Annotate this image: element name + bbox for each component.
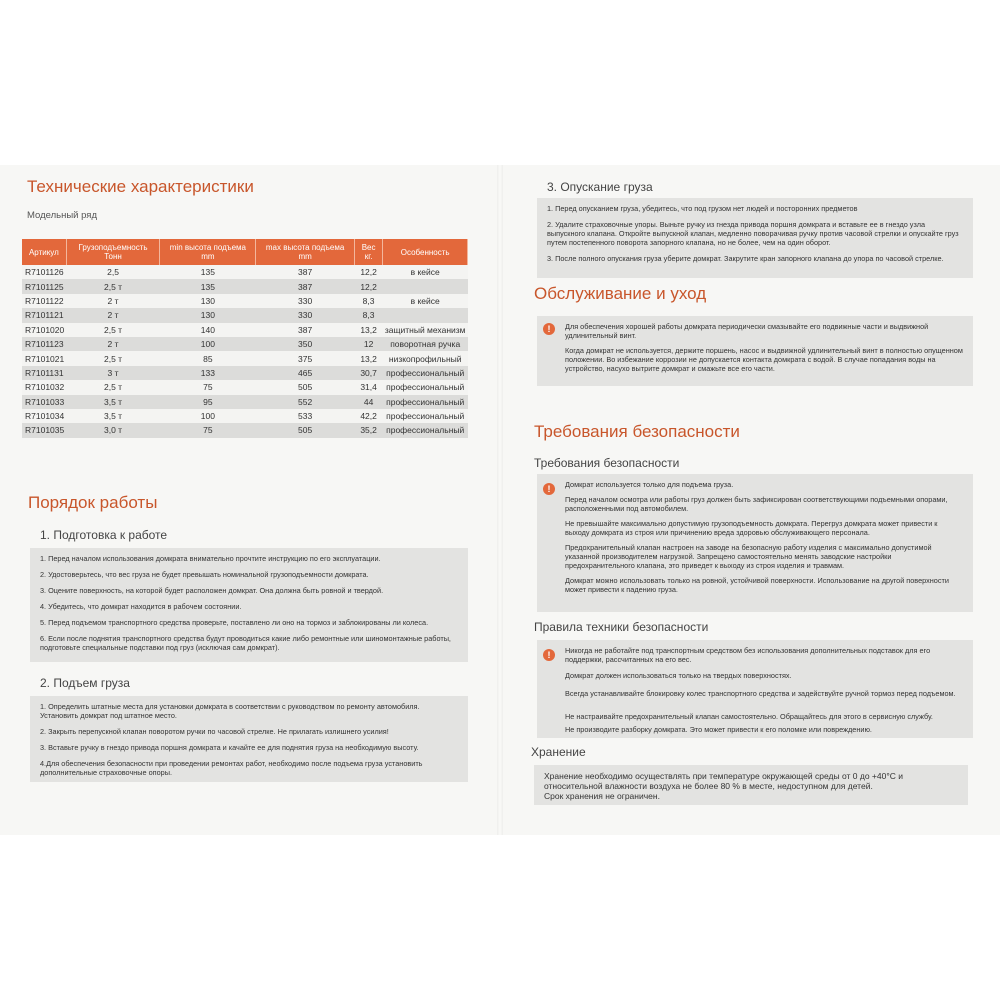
table-cell: 140 <box>160 323 256 337</box>
table-cell: 2 т <box>66 308 160 322</box>
table-cell: 8,3 <box>354 308 383 322</box>
maintenance-box <box>537 316 973 386</box>
table-cell: R7101122 <box>22 294 66 308</box>
table-cell: 95 <box>160 395 256 409</box>
table-header-cell: Грузоподъемность Тонн <box>66 239 160 265</box>
prep-item: 2. Удостоверьтесь, что вес груза не будет превышать номинальной грузоподъемности домкрата. <box>40 570 369 579</box>
table-header-cell: Артикул <box>22 239 66 265</box>
table-cell: R7101123 <box>22 337 66 351</box>
page-fold <box>497 165 503 835</box>
maint-item: Когда домкрат не используется, держите поршень, насос и выдвижной удлинительный винт в полностью опущенном положении. Во избежание коррозии не допускается контакта домкрата с водой. В случае попадания воды на устройство, насухо вытрите домкрат и смажьте все его части. <box>565 346 963 373</box>
safety-box <box>537 474 973 612</box>
table-row <box>22 423 468 437</box>
table-cell: R7101125 <box>22 279 66 293</box>
table-row <box>22 409 468 423</box>
table-cell: в кейсе <box>383 294 468 308</box>
maintenance-title: Обслуживание и уход <box>534 284 707 303</box>
warning-icon: ! <box>543 323 555 335</box>
table-cell: 552 <box>256 395 354 409</box>
rule-item: Не производите разборку домкрата. Это может привести к его поломке или повреждению. <box>565 725 872 734</box>
table-cell: 2 т <box>66 294 160 308</box>
rule-item: Не настраивайте предохранительный клапан самостоятельно. Обращайтесь для этого в сервисную службу. <box>565 712 933 721</box>
table-cell: 3,0 т <box>66 423 160 437</box>
table-cell: 13,2 <box>354 323 383 337</box>
table-cell: R7101121 <box>22 308 66 322</box>
maint-item: Для обеспечения хорошей работы домкрата периодически смазывайте его подвижные части и выдвижной удлинительный винт. <box>565 322 929 340</box>
table-cell: 350 <box>256 337 354 351</box>
table-cell: 2,5 т <box>66 323 160 337</box>
table-cell: R7101131 <box>22 366 66 380</box>
table-cell: 533 <box>256 409 354 423</box>
prep-item: 1. Перед началом использования домкрата внимательно прочтите инструкцию по его эксплуатации. <box>40 554 381 563</box>
table-cell: в кейсе <box>383 265 468 279</box>
table-cell: 505 <box>256 423 354 437</box>
prep-item: 6. Если после поднятия транспортного средства будут проводиться какие либо ремонтные или шиномонтажные работы, подготовьте специальные подставки под груз (исключая сам домкрат). <box>40 634 451 652</box>
table-row <box>22 380 468 394</box>
warning-icon: ! <box>543 649 555 661</box>
specs-table <box>22 239 468 438</box>
safety-item: Перед началом осмотра или работы груз должен быть зафиксирован соответствующими подъемными опорами, расположенными под автомобилем. <box>565 495 948 513</box>
table-cell: 2,5 т <box>66 380 160 394</box>
model-range-label: Модельный ряд <box>27 210 97 221</box>
lift-item: 4.Для обеспечения безопасности при проведении ремонтах работ, необходимо после подъема груза установить дополнительные страховочные опоры. <box>40 759 423 777</box>
table-cell: 100 <box>160 337 256 351</box>
table-cell: 330 <box>256 308 354 322</box>
table-cell: 465 <box>256 366 354 380</box>
table-cell: 13,2 <box>354 351 383 365</box>
table-cell: 42,2 <box>354 409 383 423</box>
safety-title: Требования безопасности <box>534 422 740 441</box>
table-cell: 12 <box>354 337 383 351</box>
preparation-title: 1. Подготовка к работе <box>40 528 168 542</box>
specs-table-body <box>22 265 468 438</box>
table-cell: R7101032 <box>22 380 66 394</box>
table-cell: 3,5 т <box>66 395 160 409</box>
storage-box <box>534 765 968 805</box>
safety-item: Домкрат используется только для подъема груза. <box>565 480 734 489</box>
table-cell: низкопрофильный <box>383 351 468 365</box>
table-cell: 330 <box>256 294 354 308</box>
table-cell: профессиональный <box>383 395 468 409</box>
table-cell: 3 т <box>66 366 160 380</box>
table-cell: 12,2 <box>354 279 383 293</box>
prep-item: 5. Перед подъемом транспортного средства проверьте, поставлено ли оно на тормоз и заблокированы ли колеса. <box>40 618 429 627</box>
table-cell: 75 <box>160 380 256 394</box>
table-cell: 135 <box>160 265 256 279</box>
rule-item: Домкрат должен использоваться только на твердых поверхностях. <box>565 671 792 680</box>
table-row <box>22 265 468 279</box>
lifting-box <box>30 696 468 782</box>
table-cell: R7101126 <box>22 265 66 279</box>
prep-item: 4. Убедитесь, что домкрат находится в рабочем состоянии. <box>40 602 242 611</box>
table-row <box>22 395 468 409</box>
table-header-cell: min высота подъема mm <box>160 239 256 265</box>
prep-item: 3. Оцените поверхность, на которой будет расположен домкрат. Она должна быть ровной и твердой. <box>40 586 384 595</box>
rule-item: Всегда устанавливайте блокировку колес транспортного средства и задействуйте ручной тормоз перед подъемом. <box>565 689 956 698</box>
lowering-title: 3. Опускание груза <box>547 180 653 194</box>
table-cell: защитный механизм <box>383 323 468 337</box>
table-cell: 31,4 <box>354 380 383 394</box>
table-cell: 3,5 т <box>66 409 160 423</box>
safety-rules-title: Правила техники безопасности <box>534 620 709 634</box>
table-cell: 2 т <box>66 337 160 351</box>
table-cell: 130 <box>160 294 256 308</box>
table-cell: 387 <box>256 323 354 337</box>
table-cell: 130 <box>160 308 256 322</box>
table-header-cell: Особенность <box>383 239 468 265</box>
table-cell: 44 <box>354 395 383 409</box>
table-cell <box>383 308 468 322</box>
safety-rules-box <box>537 640 973 738</box>
lower-item: 1. Перед опусканием груза, убедитесь, что под грузом нет людей и посторонних предметов <box>547 204 858 213</box>
lift-item: 2. Закрыть перепускной клапан поворотом ручки по часовой стрелке. Не прилагать излишнего усилия! <box>40 727 389 736</box>
table-cell: 75 <box>160 423 256 437</box>
table-cell: 12,2 <box>354 265 383 279</box>
table-row <box>22 279 468 293</box>
table-cell: профессиональный <box>383 366 468 380</box>
table-cell: 387 <box>256 279 354 293</box>
table-cell: R7101035 <box>22 423 66 437</box>
safety-item: Не превышайте максимально допустимую грузоподъемность домкрата. Перегруз домкрата может привести к выходу домкрата из строя или причинению вреда здоровью обслуживающего персонала. <box>565 519 938 537</box>
table-cell: профессиональный <box>383 423 468 437</box>
table-cell: 2,5 <box>66 265 160 279</box>
safety-item: Домкрат можно использовать только на ровной, устойчивой поверхности. Использование на другой поверхности может привести к падению груза. <box>565 576 949 594</box>
safety-subtitle: Требования безопасности <box>534 456 680 470</box>
table-cell: R7101020 <box>22 323 66 337</box>
lift-item: 1. Определить штатные места для установки домкрата в соответствии с руководством по ремонту автомобиля. Установить домкрат под штатное место. <box>40 702 420 720</box>
rule-item: Никогда не работайте под транспортным средством без использования дополнительных подставок для его поддержки, рассчитанных на его вес. <box>565 646 931 664</box>
table-row <box>22 323 468 337</box>
storage-note: Срок хранения не ограничен. <box>544 791 660 801</box>
warning-icon: ! <box>543 483 555 495</box>
lowering-box <box>537 198 973 278</box>
table-cell: 85 <box>160 351 256 365</box>
table-cell: поворотная ручка <box>383 337 468 351</box>
storage-title: Хранение <box>531 745 586 759</box>
table-header-cell: max высота подъема mm <box>256 239 354 265</box>
table-cell: 387 <box>256 265 354 279</box>
table-cell: 2,5 т <box>66 351 160 365</box>
table-cell: 505 <box>256 380 354 394</box>
lower-item: 2. Удалите страховочные упоры. Выньте ручку из гнезда привода поршня домкрата и вставьте ее в гнездо узла выпускного клапана. Откройте выпускной клапан, медленно поворачивая ручку против часовой стрелки и опускайте груз путем постепенного поворота запорного клапана, но не более, чем на один оборот. <box>547 220 959 247</box>
table-cell: R7101021 <box>22 351 66 365</box>
table-cell: 375 <box>256 351 354 365</box>
table-cell: 133 <box>160 366 256 380</box>
lower-item: 3. После полного опускания груза уберите домкрат. Закрутите кран запорного клапана до упора по часовой стрелке. <box>547 254 944 263</box>
preparation-box <box>30 548 468 662</box>
table-cell: профессиональный <box>383 409 468 423</box>
lifting-title: 2. Подъем груза <box>40 676 130 690</box>
table-row <box>22 337 468 351</box>
table-cell: R7101034 <box>22 409 66 423</box>
storage-text: Хранение необходимо осуществлять при температуре окружающей среды от 0 до +40°C и относительной влажности воздуха не более 80 % в месте, недоступном для детей. <box>544 771 903 791</box>
table-cell: 8,3 <box>354 294 383 308</box>
table-cell: R7101033 <box>22 395 66 409</box>
safety-item: Предохранительный клапан настроен на заводе на безопасную работу изделия с максимально допустимой указанной производителем нагрузкой. Запрещено самостоятельно менять заводские настройки предохранительного клапана, это приведет к выходу из строя изделия и травмам. <box>565 543 932 570</box>
table-row <box>22 366 468 380</box>
work-order-title: Порядок работы <box>28 493 158 512</box>
table-cell: 135 <box>160 279 256 293</box>
table-row <box>22 294 468 308</box>
lift-item: 3. Вставьте ручку в гнездо привода поршня домкрата и качайте ее для поднятия груза на необходимую высоту. <box>40 743 419 752</box>
table-cell: 100 <box>160 409 256 423</box>
table-row <box>22 308 468 322</box>
table-row <box>22 351 468 365</box>
table-cell: 30,7 <box>354 366 383 380</box>
table-cell: 2,5 т <box>66 279 160 293</box>
table-cell: 35,2 <box>354 423 383 437</box>
specs-title: Технические характеристики <box>27 177 254 196</box>
table-cell: профессиональный <box>383 380 468 394</box>
specs-table-head <box>22 239 468 265</box>
table-header-cell: Вес кг. <box>354 239 383 265</box>
table-cell <box>383 279 468 293</box>
